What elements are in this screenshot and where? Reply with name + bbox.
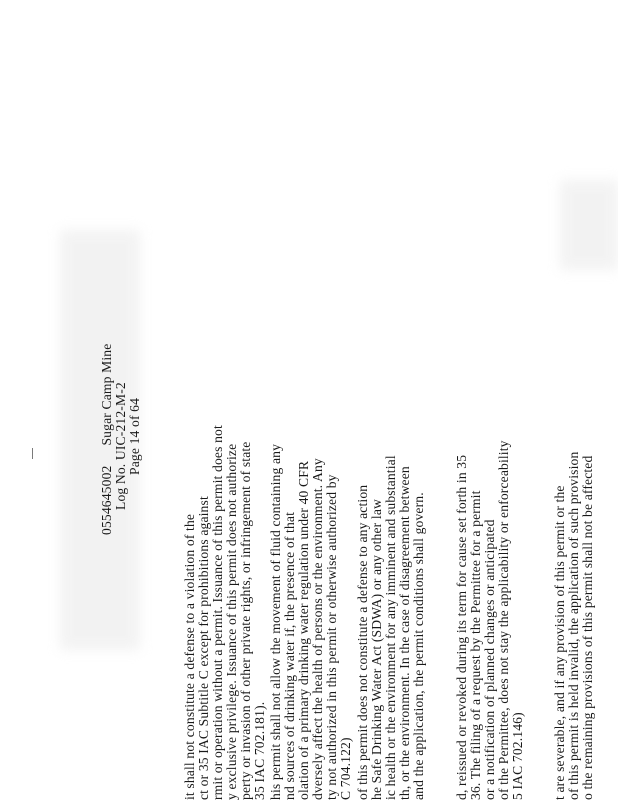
- text-line: it shall not constitute a defense to a violation of the: [182, 513, 197, 800]
- text-line: 35 IAC 702.181).: [252, 701, 267, 800]
- text-line: he Safe Drinking Water Act (SDWA) or any other law: [369, 499, 384, 800]
- text-line: o the remaining provisions of this permit shall not be affected: [580, 455, 595, 800]
- text-line: ct or 35 IAC Subtitle C except for prohibitions against: [196, 496, 211, 800]
- page-number: Page 14 of 64: [127, 397, 142, 475]
- text-line: of this permit does not constitute a defense to any action: [355, 484, 370, 800]
- text-line: olation of a primary drinking water regulation under 40 CFR: [296, 460, 311, 800]
- text-line: of the Permittee, does not stay the applicability or enforceability: [496, 440, 511, 800]
- text-line: or a notification of planned changes or anticipated: [482, 519, 497, 800]
- text-line: his permit shall not allow the movement of fluid containing any: [268, 443, 283, 800]
- text-line: 5 IAC 702.146): [510, 712, 525, 800]
- text-line: and the application, the permit conditions shall govern.: [411, 492, 426, 800]
- text-line: nd sources of drinking water if, the presence of that: [282, 511, 297, 800]
- text-line: of this permit is held invalid, the application of such provision: [566, 451, 581, 800]
- text-line: 36. The filing of a request by the Permittee for a permit: [468, 490, 483, 800]
- doc-id-line: [100, 344, 114, 535]
- log-number: Log No. UIC-212-M-2: [113, 382, 128, 510]
- text-line: t are severable, and if any provision of this permit or the: [552, 485, 567, 800]
- stray-mark: [32, 448, 33, 459]
- text-line: rmit or operation without a permit. Issuance of this permit does not: [210, 425, 225, 800]
- facility-name: Sugar Camp Mine: [99, 343, 114, 446]
- doc-id: 0554645002: [99, 465, 114, 535]
- text-line: d, reissued or revoked during its term for cause set forth in 35: [454, 454, 469, 800]
- text-line: dversely affect the health of persons or the environment. Any: [310, 458, 325, 800]
- scan-smudge: [560, 180, 618, 270]
- text-line: th, or the environment. In the case of disagreement between: [397, 466, 412, 800]
- text-line: ty not authorized in this permit or otherwise authorized by: [324, 474, 339, 800]
- text-line: perty or invasion of other private rights, or infringement of state: [238, 441, 253, 800]
- text-line: ic health or the environment for any imminent and substantial: [383, 455, 398, 800]
- text-line: C 704.122): [338, 737, 353, 800]
- text-line: y exclusive privilege. Issuance of this permit does not authorize: [224, 443, 239, 800]
